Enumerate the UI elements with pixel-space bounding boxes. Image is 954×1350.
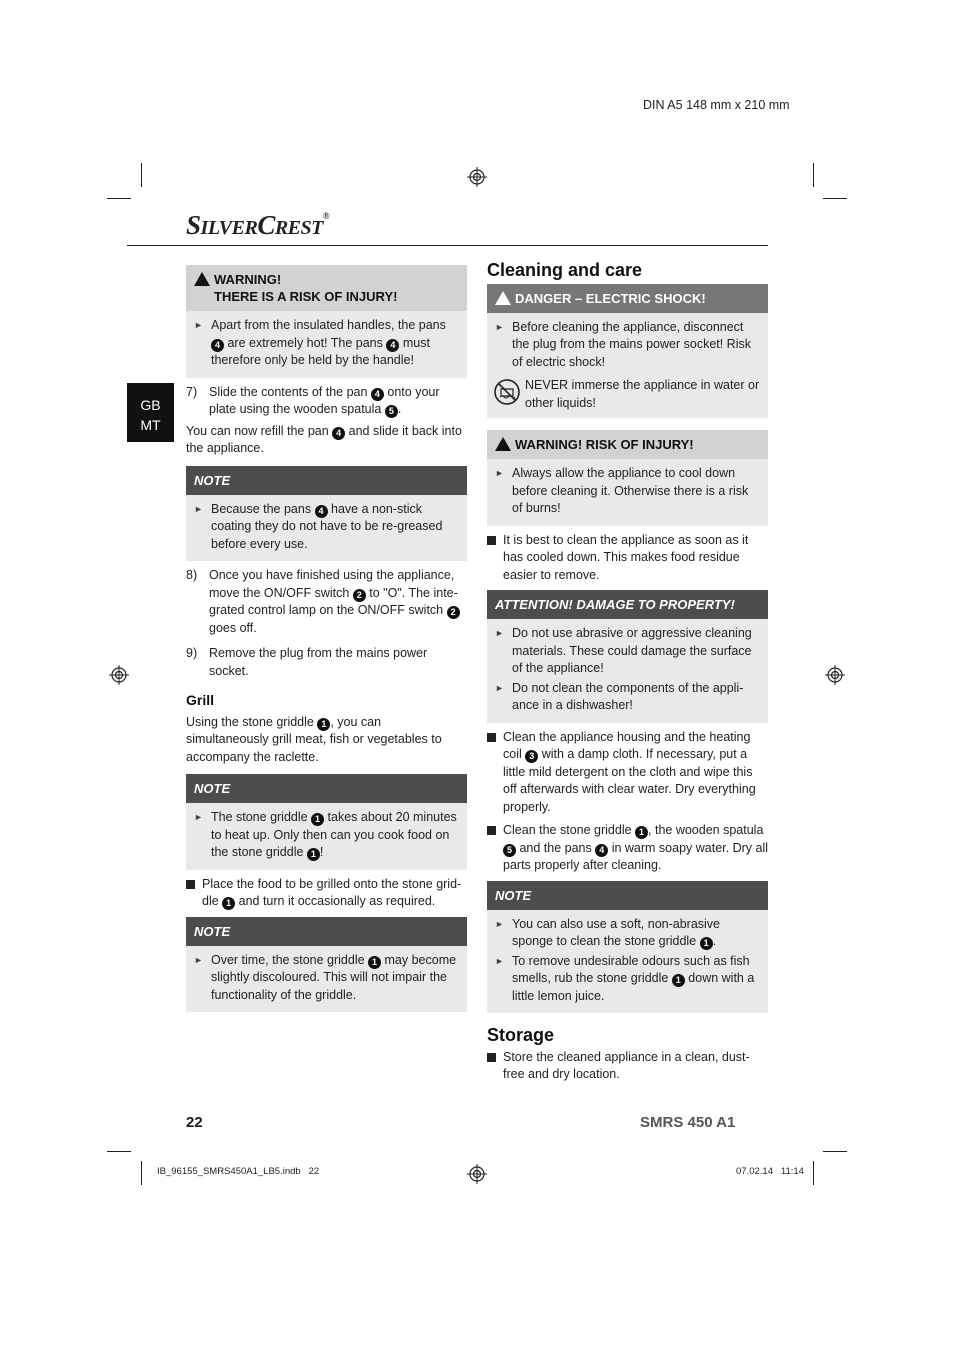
part-number-badge: 5 xyxy=(503,844,516,857)
part-number-badge: 2 xyxy=(353,589,366,602)
list-item: ► The stone griddle 1 takes about 20 minutes to heat up. Only then can you cook food on the stone griddle 1 ! xyxy=(192,809,461,862)
list-item: It is best to clean the appliance as soon as it has cooled down. This makes food residue easier to remove. xyxy=(487,532,768,585)
header-rule xyxy=(127,245,768,246)
part-number-badge: 1 xyxy=(307,848,320,861)
list-item: ► Apart from the insulated handles, the pans 4 are extremely hot! The pans 4 must therefore only be held by the handle! xyxy=(192,317,461,370)
crop-mark xyxy=(813,1161,814,1185)
note-header: NOTE xyxy=(186,917,467,946)
step-7: 7) Slide the contents of the pan 4 onto your plate using the wooden spatula 5 . xyxy=(186,384,440,416)
list-item: ► You can also use a soft, non-abrasive sponge to clean the stone griddle 1 . xyxy=(493,916,762,951)
list-item: Clean the stone griddle 1 , the wooden spatula 5 and the pans 4 in warm soapy water. Dry all parts properly after cleaning. xyxy=(487,822,768,875)
part-number-badge: 5 xyxy=(385,405,398,418)
model-number: SMRS 450 A1 xyxy=(640,1114,736,1131)
warning-box xyxy=(487,430,768,526)
danger-box xyxy=(487,284,768,419)
crop-mark xyxy=(107,1151,131,1152)
note-box xyxy=(186,917,467,1013)
grill-intro: Using the stone griddle 1 , you can simultaneously grill meat, fish or vegetables to accompany the raclette. xyxy=(186,714,442,764)
danger-header: DANGER – ELECTRIC SHOCK! xyxy=(487,284,768,313)
note-header: NOTE xyxy=(487,881,768,910)
list-item: ► Do not clean the components of the appli- ance in a dishwasher! xyxy=(493,680,762,715)
brand-logo: SILVERCREST® xyxy=(186,210,330,240)
step-8: 8) Once you have finished using the appliance, move the ON/OFF switch 2 to "O". The inte- grated control lamp on the ON/OFF switch 2 goes off. xyxy=(186,568,458,635)
list-item: ► To remove undesirable odours such as fish smells, rub the stone griddle 1 down with a little lemon juice. xyxy=(493,953,762,1006)
part-number-badge: 1 xyxy=(700,937,713,950)
part-number-badge: 3 xyxy=(525,750,538,763)
note-header: NOTE xyxy=(186,466,467,495)
attention-box xyxy=(487,590,768,723)
list-item: ► Because the pans 4 have a non-stick coating they do not have to be re-greased before every use. xyxy=(192,501,461,554)
list-item: ► Always allow the appliance to cool down before cleaning it. Otherwise there is a risk of burns! xyxy=(493,465,762,518)
part-number-badge: 4 xyxy=(332,427,345,440)
warning-header: WARNING! RISK OF INJURY! xyxy=(487,430,768,459)
part-number-badge: 1 xyxy=(222,897,235,910)
no-water-immersion-icon xyxy=(493,378,521,406)
page-format-label: DIN A5 148 mm x 210 mm xyxy=(643,98,790,112)
part-number-badge: 1 xyxy=(635,826,648,839)
registration-mark-icon xyxy=(467,167,487,187)
crop-mark xyxy=(823,1151,847,1152)
warning-triangle-icon xyxy=(194,272,210,286)
step-9: 9) Remove the plug from the mains power socket. xyxy=(186,646,428,678)
part-number-badge: 2 xyxy=(447,606,460,619)
note-box xyxy=(186,774,467,870)
note-header: NOTE xyxy=(186,774,467,803)
no-immersion-notice: NEVER immerse the appliance in water or other liquids! xyxy=(493,377,762,412)
part-number-badge: 1 xyxy=(672,974,685,987)
list-item: ► Before cleaning the appliance, disconnect the plug from the mains power socket! Risk of electric shock! xyxy=(493,319,762,372)
note-box xyxy=(186,466,467,562)
right-column xyxy=(487,262,768,1088)
warning-triangle-icon xyxy=(495,291,511,305)
part-number-badge: 1 xyxy=(368,956,381,969)
registration-mark-icon xyxy=(825,665,845,685)
list-item: Clean the appliance housing and the heating coil 3 with a damp cloth. If necessary, put a little mild detergent on the cloth and wipe this off afterwards with clear water. Dry everything properly. xyxy=(487,729,768,817)
list-item: Store the cleaned appliance in a clean, dust-free and dry location. xyxy=(487,1049,768,1084)
part-number-badge: 4 xyxy=(371,388,384,401)
crop-mark xyxy=(823,198,847,199)
part-number-badge: 4 xyxy=(386,339,399,352)
attention-header: ATTENTION! DAMAGE TO PROPERTY! xyxy=(487,590,768,619)
print-date: 07.02.14 11:14 xyxy=(736,1166,804,1177)
part-number-badge: 4 xyxy=(595,844,608,857)
part-number-badge: 1 xyxy=(311,813,324,826)
registration-mark-icon xyxy=(109,665,129,685)
registration-mark-icon xyxy=(467,1164,487,1184)
file-info: IB_96155_SMRS450A1_LB5.indb 22 xyxy=(157,1166,320,1177)
crop-mark xyxy=(107,198,131,199)
language-tab: GB MT xyxy=(127,383,174,442)
crop-mark xyxy=(813,163,814,187)
note-box xyxy=(487,881,768,1014)
part-number-badge: 1 xyxy=(317,718,330,731)
crop-mark xyxy=(141,1161,142,1185)
part-number-badge: 4 xyxy=(211,339,224,352)
left-column xyxy=(186,265,467,1018)
crop-mark xyxy=(141,163,142,187)
list-item: Place the food to be grilled onto the stone grid- dle 1 and turn it occasionally as required. xyxy=(186,876,467,911)
list-item: ► Do not use abrasive or aggressive cleaning materials. These could damage the surface of the appliance! xyxy=(493,625,762,678)
cleaning-heading: Cleaning and care xyxy=(487,260,643,280)
grill-heading: Grill xyxy=(186,692,215,708)
storage-heading: Storage xyxy=(487,1025,555,1045)
warning-header: WARNING! THERE IS A RISK OF INJURY! xyxy=(186,265,467,311)
refill-paragraph: You can now refill the pan 4 and slide it back into the appliance. xyxy=(186,423,462,455)
part-number-badge: 4 xyxy=(315,505,328,518)
list-item: ► Over time, the stone griddle 1 may become slightly discoloured. This will not impair the functionality of the griddle. xyxy=(192,952,461,1005)
warning-triangle-icon xyxy=(495,437,511,451)
warning-box xyxy=(186,265,467,378)
page-number: 22 xyxy=(186,1114,203,1131)
